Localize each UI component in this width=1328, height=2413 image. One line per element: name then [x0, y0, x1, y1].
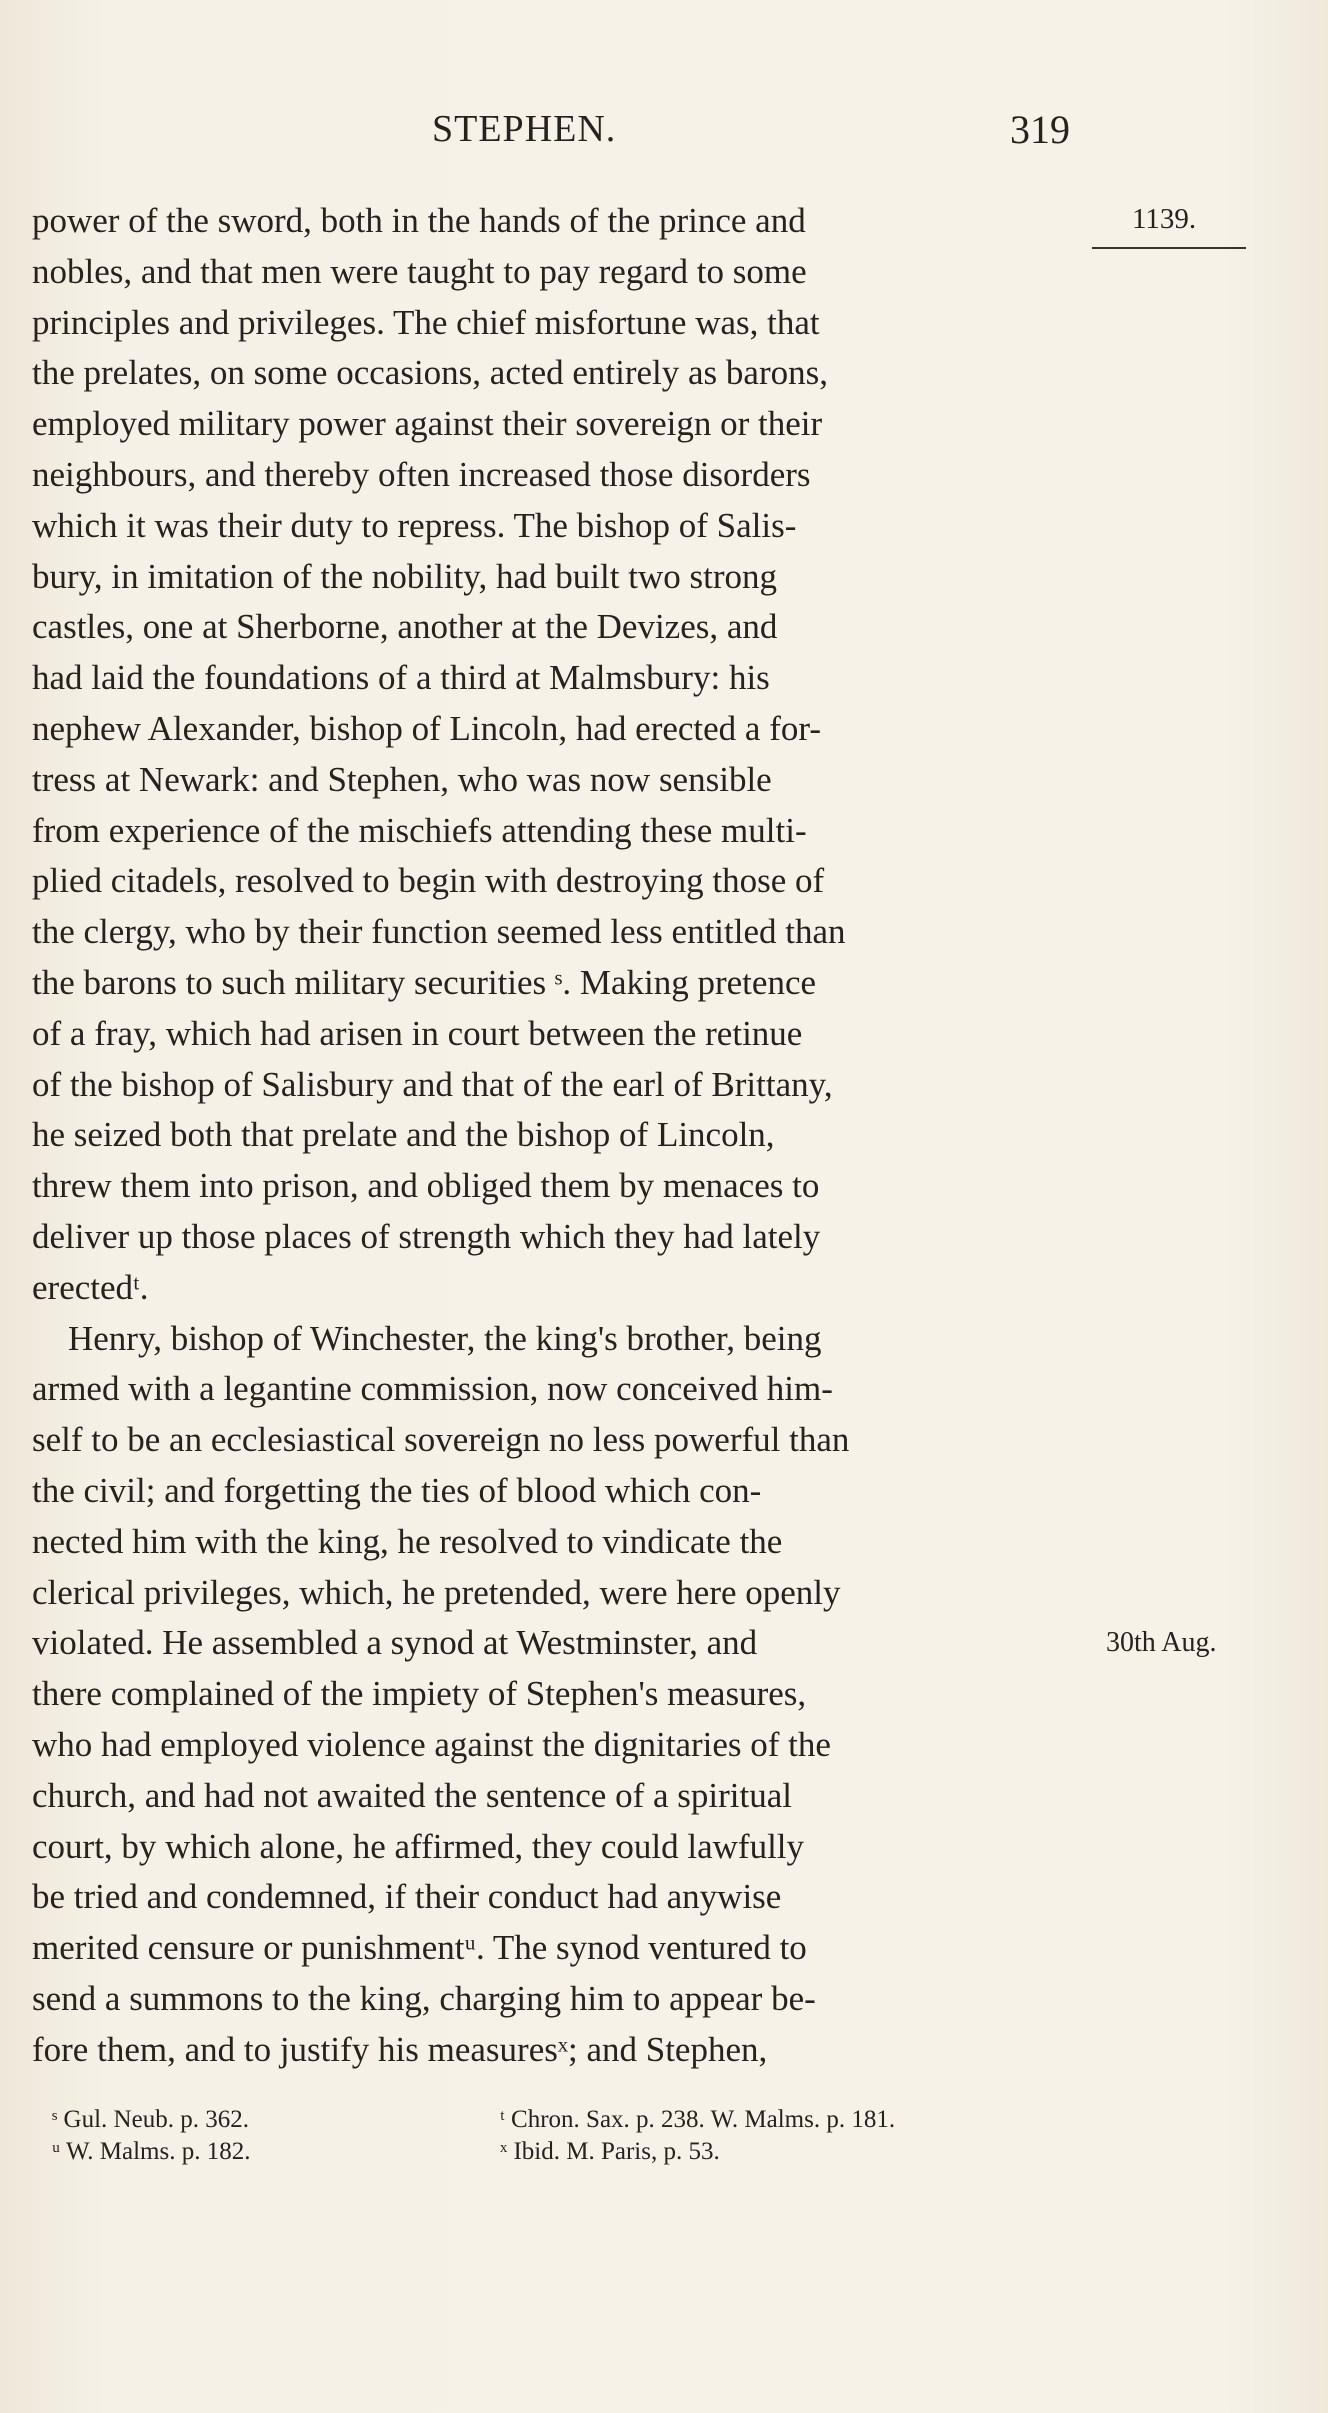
text-line: bury, in imitation of the nobility, had built two strong: [32, 556, 777, 596]
text-line: nephew Alexander, bishop of Lincoln, had erected a for-: [32, 708, 821, 748]
text-line: erectedᵗ.: [32, 1267, 149, 1307]
text-line: which it was their duty to repress. The bishop of Salis-: [32, 505, 797, 545]
margin-date-note: 30th Aug.: [1106, 1627, 1217, 1658]
text-line: deliver up those places of strength which they had lately: [32, 1216, 821, 1256]
text-line: who had employed violence against the dignitaries of the: [32, 1724, 831, 1764]
text-line: send a summons to the king, charging him to appear be-: [32, 1978, 816, 2018]
footnotes: [52, 2104, 1092, 2168]
running-title: STEPHEN.: [432, 108, 617, 150]
text-line: violated. He assembled a synod at Westminster, and: [32, 1623, 758, 1663]
text-line: neighbours, and thereby often increased those disorders: [32, 454, 811, 494]
text-line: there complained of the impiety of Stephen's measures,: [32, 1674, 807, 1714]
text-line: fore them, and to justify his measuresˣ; and Stephen,: [32, 2029, 768, 2069]
text-line: castles, one at Sherborne, another at the Devizes, and: [32, 607, 778, 647]
text-line: of the bishop of Salisbury and that of the earl of Brittany,: [32, 1064, 833, 1104]
text-line: self to be an ecclesiastical sovereign no less powerful than: [32, 1420, 850, 1460]
text-line: nobles, and that men were taught to pay regard to some: [32, 251, 807, 291]
footnote-row: [52, 2136, 1092, 2168]
footnote-t: ᵗ Chron. Sax. p. 238. W. Malms. p. 181.: [500, 2106, 896, 2133]
text-line: employed military power against their sovereign or their: [32, 404, 823, 444]
paragraph-start-line: Henry, bishop of Winchester, the king's brother, being: [68, 1318, 822, 1358]
text-line: nected him with the king, he resolved to vindicate the: [32, 1521, 783, 1561]
footnote-x: ˣ Ibid. M. Paris, p. 53.: [500, 2138, 720, 2165]
text-line: of a fray, which had arisen in court between the retinue: [32, 1013, 803, 1053]
footnote-s: ˢ Gul. Neub. p. 362.: [52, 2106, 249, 2133]
footnote-u: ᵘ W. Malms. p. 182.: [52, 2138, 251, 2165]
text-line: armed with a legantine commission, now conceived him-: [32, 1369, 833, 1409]
text-line: the prelates, on some occasions, acted entirely as barons,: [32, 353, 828, 393]
text-line: the civil; and forgetting the ties of blood which con-: [32, 1470, 762, 1510]
text-line: court, by which alone, he affirmed, they could lawfully: [32, 1826, 805, 1866]
text-line: plied citadels, resolved to begin with destroying those of: [32, 861, 825, 901]
page-number: 319: [1010, 107, 1070, 152]
text-line: power of the sword, both in the hands of the prince and: [32, 201, 806, 240]
text-line: from experience of the mischiefs attending these multi-: [32, 810, 807, 850]
text-line: church, and had not awaited the sentence of a spiritual: [32, 1775, 792, 1815]
text-line: the barons to such military securities ˢ. Making pretence: [32, 962, 817, 1002]
footnote-row: [52, 2104, 1092, 2136]
text-line: tress at Newark: and Stephen, who was now sensible: [32, 759, 772, 799]
text-line: threw them into prison, and obliged them by menaces to: [32, 1166, 820, 1206]
text-line: clerical privileges, which, he pretended, were here openly: [32, 1572, 841, 1612]
text-line: he seized both that prelate and the bishop of Lincoln,: [32, 1115, 775, 1155]
margin-rule: [1092, 247, 1246, 249]
text-line: had laid the foundations of a third at Malmsbury: his: [32, 658, 770, 698]
text-line: be tried and condemned, if their conduct had anywise: [32, 1877, 782, 1917]
text-line: merited censure or punishmentᵘ. The synod ventured to: [32, 1928, 807, 1968]
main-text: [32, 196, 1090, 2075]
text-line: the clergy, who by their function seemed less entitled than: [32, 912, 846, 952]
margin-year-note: 1139.: [1132, 203, 1197, 235]
text-line: principles and privileges. The chief misfortune was, that: [32, 302, 820, 342]
